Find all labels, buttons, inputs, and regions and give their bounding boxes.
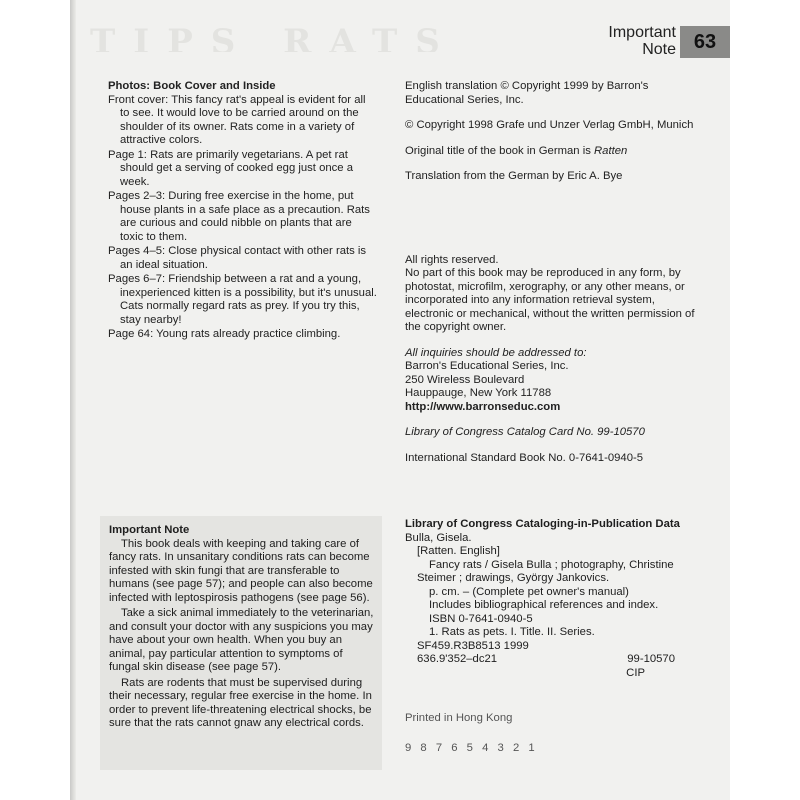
inquiries-line-2: 250 Wireless Boulevard — [405, 373, 525, 386]
photos-section — [108, 80, 378, 343]
photo-entry-pages-4-5: Pages 4–5: Close physical contact with other rats is an ideal situation. — [108, 245, 367, 271]
inquiries-heading: All inquiries should be addressed to: — [405, 346, 587, 359]
cip-dewey-row — [405, 653, 675, 667]
photo-entry-page-64: Page 64: Young rats already practice climbing. — [108, 328, 341, 340]
original-copyright: © Copyright 1998 Grafe und Unzer Verlag GmbH, Munich — [405, 119, 694, 131]
original-title — [405, 145, 705, 159]
cip-label: CIP — [626, 666, 645, 679]
cip-dewey: 636.9'352–dc21 — [417, 653, 498, 665]
photo-entry-pages-2-3: Pages 2–3: During free exercise in the home, put house plants in a safe place as a precaution. Rats are curious and could nibble on plants that are toxic to them. — [108, 190, 370, 243]
photo-entry-cover: Front cover: This fancy rat's appeal is evident for all to see. It would love to be carried around on the shoulder of its owner. Rats come in a variety of attractive colors. — [108, 93, 366, 146]
page-gutter — [70, 0, 76, 800]
inquiries-line-3: Hauppauge, New York 11788 — [405, 387, 552, 399]
original-title-name: Ratten — [594, 144, 628, 157]
cip-author: Bulla, Gisela. — [405, 531, 472, 544]
copyright-section — [405, 80, 705, 477]
translation-copyright: English translation © Copyright 1999 by Barron's Educational Series, Inc. — [405, 80, 649, 106]
isbn-line: International Standard Book No. 0-7641-0940-5 — [405, 451, 644, 464]
rights-reserved: All rights reserved. — [405, 253, 499, 266]
cip-uniform-title: [Ratten. English] — [417, 545, 500, 557]
cip-title-line-2: Steimer ; drawings, György Jankovics. — [417, 572, 610, 584]
catalog-card-number: Library of Congress Catalog Card No. 99-10570 — [405, 426, 645, 438]
translator: Translation from the German by Eric A. Bye — [405, 170, 623, 182]
publisher-url: http://www.barronseduc.com — [405, 400, 561, 413]
cip-title-line-1: Fancy rats / Gisela Bulla ; photography, Christine — [429, 558, 674, 571]
cip-label-row — [405, 667, 675, 681]
rights-statement: No part of this book may be reproduced in any form, by photostat, microfilm, xerography, or any other means, or incorporated into any information retrieval system, electronic or mechanical, without the written permission of the copyright owner. — [405, 267, 695, 333]
original-title-prefix: Original title of the book in German is — [405, 144, 594, 157]
photo-entry-pages-6-7: Pages 6–7: Friendship between a rat and a young, inexperienced kitten is a possibility, but it's unusual. Cats normally regard rats as prey. If you try this, stay nearby! — [108, 273, 377, 326]
cip-block — [405, 518, 680, 680]
important-note-paragraph-1: This book deals with keeping and taking care of fancy rats. In unsanitary conditions rats can become infested with skin fungi that are transferable to humans (see page 57); and people can also become infected with leptospirosis pathogens (see page 56). — [109, 537, 373, 604]
printed-in: Printed in Hong Kong — [405, 712, 513, 724]
print-line: 9 8 7 6 5 4 3 2 1 — [405, 742, 538, 754]
important-note-heading: Important Note — [109, 524, 190, 536]
photos-heading: Photos: Book Cover and Inside — [108, 80, 276, 92]
photo-entry-page-1: Page 1: Rats are primarily vegetarians. A pet rat should get a serving of cooked egg just once a week. — [108, 148, 353, 188]
page-number: 63 — [680, 26, 730, 58]
important-note-box — [100, 516, 382, 770]
cip-card-number: 99-10570 — [627, 653, 675, 665]
cip-notes: Includes bibliographical references and index. — [429, 599, 659, 611]
header-label: Important Note — [608, 24, 676, 58]
inquiries-line-1: Barron's Educational Series, Inc. — [405, 360, 569, 372]
cip-heading: Library of Congress Cataloging-in-Publication Data — [405, 518, 680, 530]
bleed-through-text: TIPS RATS — [90, 22, 458, 52]
cip-isbn: ISBN 0-7641-0940-5 — [429, 612, 533, 625]
important-note-paragraph-2: Take a sick animal immediately to the veterinarian, and consult your doctor with any suspicions you may have about your own health. When you buy an animal, pay particular attention to symptoms of fungal skin disease (see page 57). — [109, 607, 374, 673]
cip-physical: p. cm. – (Complete pet owner's manual) — [429, 585, 629, 598]
important-note-paragraph-3: Rats are rodents that must be supervised during their necessary, regular free exercise in the home. In order to prevent life-threatening electrical shocks, be sure that the rats cannot gnaw any electrical cords. — [109, 676, 372, 729]
cip-lc-class: SF459.R3B8513 1999 — [417, 639, 529, 652]
cip-subjects: 1. Rats as pets. I. Title. II. Series. — [429, 626, 595, 638]
